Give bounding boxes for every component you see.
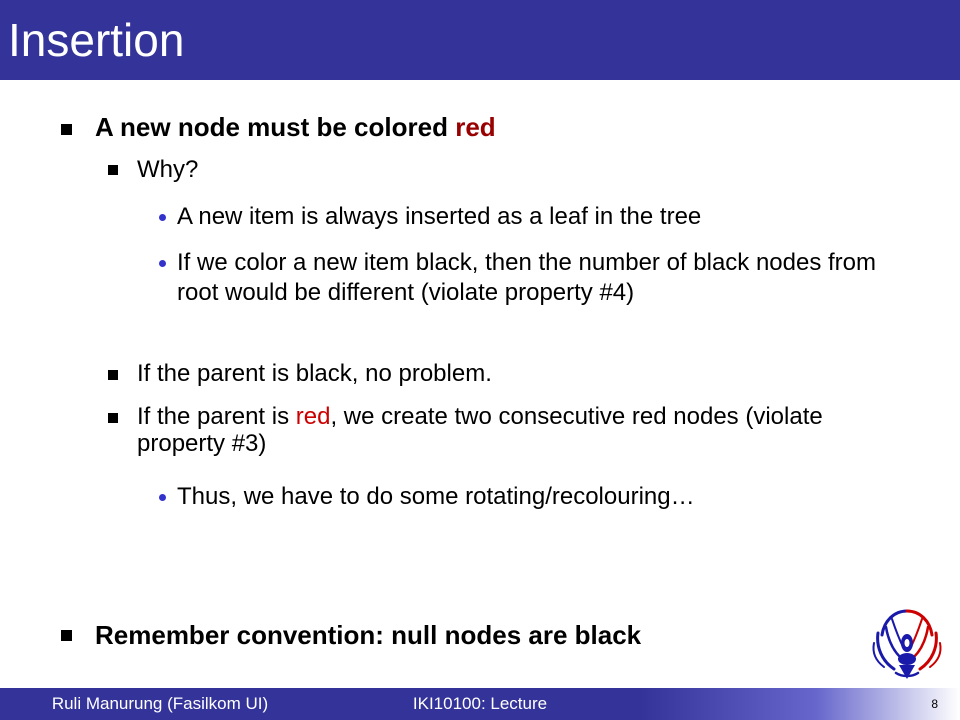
- bullet-null-nodes: Remember convention: null nodes are black: [95, 620, 642, 650]
- bullet-square-icon: [61, 630, 72, 641]
- bullet-why: Why?: [137, 156, 199, 183]
- red-word: red: [455, 112, 496, 142]
- title-bar: [0, 0, 960, 80]
- bullet-parent-red: [137, 403, 877, 457]
- page-number: 8: [931, 697, 938, 711]
- bullet-square-icon: [108, 370, 118, 380]
- bullet-dot-icon: [159, 494, 166, 501]
- bullet-square-icon: [108, 165, 118, 175]
- footer: [0, 688, 960, 720]
- bullet-dot-icon: [159, 214, 166, 221]
- bullet-parent-black: If the parent is black, no problem.: [137, 360, 492, 387]
- bullet-dot-icon: [159, 260, 166, 267]
- bullet-text: If the parent is: [137, 403, 296, 430]
- bullet-new-node-red: [95, 111, 915, 143]
- bullet-rotating: Thus, we have to do some rotating/recolouring…: [177, 483, 695, 510]
- bullet-square-icon: [61, 124, 72, 135]
- footer-author: Ruli Manurung (Fasilkom UI): [0, 688, 320, 720]
- bullet-square-icon: [108, 413, 118, 423]
- bullet-color-black: If we color a new item black, then the number of black nodes from root would be different (violate property #4): [177, 249, 877, 306]
- footer-course: IKI10100: Lecture: [320, 688, 640, 720]
- university-logo-icon: [866, 603, 948, 683]
- slide-title: Insertion: [8, 14, 185, 66]
- bullet-text: , we create two consecutive red nodes (violate property #3): [137, 403, 823, 457]
- red-word: red: [295, 403, 331, 430]
- bullet-leaf-insert: A new item is always inserted as a leaf in the tree: [177, 203, 702, 230]
- bullet-text: A new node must be colored: [95, 112, 456, 142]
- footer-gradient: [640, 688, 960, 720]
